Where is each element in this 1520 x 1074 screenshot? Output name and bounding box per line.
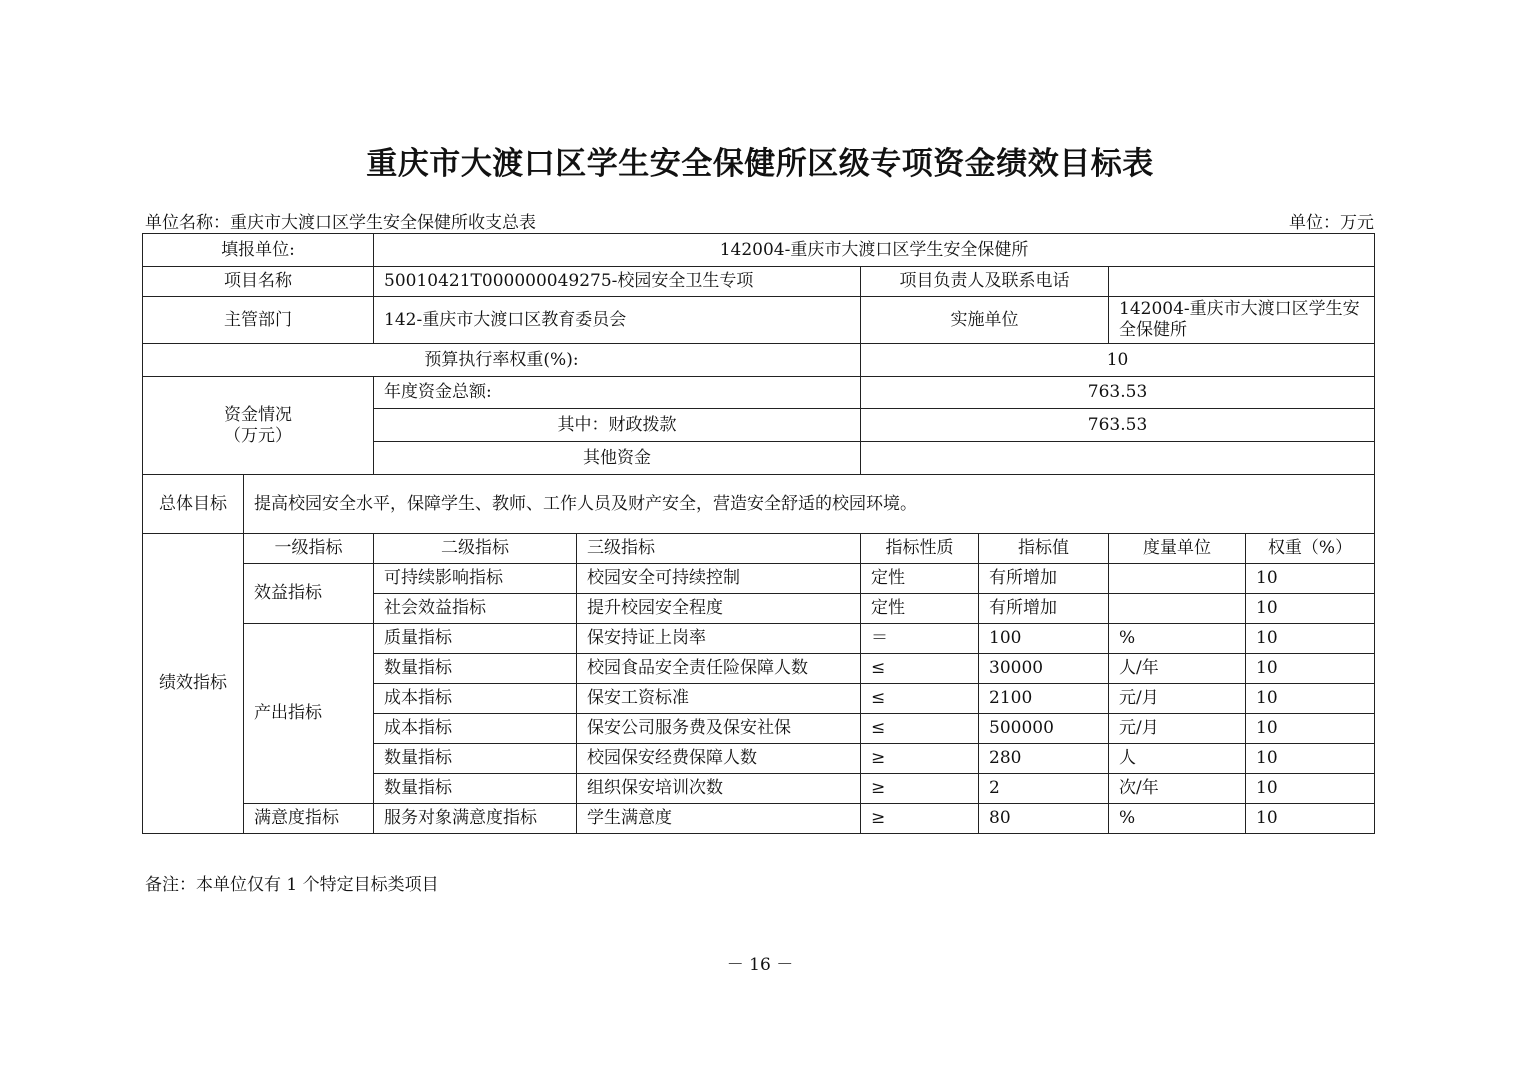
fiscal-value: 763.53 [861,409,1375,442]
cell-level3: 校园保安经费保障人数 [577,744,861,774]
cell-nature: ≤ [861,714,979,744]
cell-value: 280 [979,744,1109,774]
group-satisfaction: 满意度指标 [244,804,374,834]
cell-weight: 10 [1246,624,1375,654]
cell-unit [1109,564,1246,594]
cell-unit: 次/年 [1109,774,1246,804]
fill-unit-label: 填报单位: [143,234,374,267]
page-title: 重庆市大渡口区学生安全保健所区级专项资金绩效目标表 [366,146,1154,182]
cell-weight: 10 [1246,594,1375,624]
page-number: － 16 － [726,955,794,975]
cell-level2: 数量指标 [374,744,577,774]
table-row [143,804,1375,834]
cell-value: 有所增加 [979,564,1109,594]
cell-weight: 10 [1246,744,1375,774]
dept-label: 主管部门 [143,297,374,344]
contact-value [1109,267,1375,297]
cell-level3: 保安工资标准 [577,684,861,714]
cell-level2: 可持续影响指标 [374,564,577,594]
header-nature: 指标性质 [861,534,979,564]
annual-total-value: 763.53 [861,377,1375,409]
footnote: 备注：本单位仅有 1 个特定目标类项目 [145,875,439,895]
other-funds-value [861,442,1375,475]
budget-rate-value: 10 [861,344,1375,377]
overall-goal-value: 提高校园安全水平，保障学生、教师、工作人员及财产安全，营造安全舒适的校园环境。 [244,475,1375,534]
cell-level2: 质量指标 [374,624,577,654]
cell-value: 80 [979,804,1109,834]
budget-rate-label: 预算执行率权重(%): [143,344,861,377]
cell-level2: 成本指标 [374,714,577,744]
cell-unit: 元/月 [1109,714,1246,744]
cell-level2: 社会效益指标 [374,594,577,624]
contact-label: 项目负责人及联系电话 [861,267,1109,297]
cell-weight: 10 [1246,774,1375,804]
cell-level2: 数量指标 [374,774,577,804]
cell-level2: 服务对象满意度指标 [374,804,577,834]
group-benefit: 效益指标 [244,564,374,624]
cell-weight: 10 [1246,714,1375,744]
header-level1: 一级指标 [244,534,374,564]
table-row [143,624,1375,654]
funds-label-line1: 资金情况 [224,404,292,425]
unit-measure: 单位：万元 [1289,213,1374,233]
impl-label: 实施单位 [861,297,1109,344]
impl-value: 142004-重庆市大渡口区学生安全保健所 [1109,297,1375,344]
header-level3: 三级指标 [577,534,861,564]
dept-value: 142-重庆市大渡口区教育委员会 [374,297,861,344]
cell-weight: 10 [1246,654,1375,684]
header-value: 指标值 [979,534,1109,564]
performance-table [142,233,1375,834]
cell-value: 2 [979,774,1109,804]
cell-level2: 数量指标 [374,654,577,684]
cell-unit: % [1109,804,1246,834]
cell-unit: % [1109,624,1246,654]
cell-level3: 校园安全可持续控制 [577,564,861,594]
fiscal-label: 其中：财政拨款 [374,409,861,442]
project-name-label: 项目名称 [143,267,374,297]
cell-unit: 人 [1109,744,1246,774]
cell-level3: 保安持证上岗率 [577,624,861,654]
cell-nature: ≤ [861,654,979,684]
cell-unit [1109,594,1246,624]
overall-goal-label: 总体目标 [143,475,244,534]
cell-level3: 校园食品安全责任险保障人数 [577,654,861,684]
cell-nature: ≤ [861,684,979,714]
other-funds-label: 其他资金 [374,442,861,475]
header-level2: 二级指标 [374,534,577,564]
cell-unit: 人/年 [1109,654,1246,684]
perf-indicator-label: 绩效指标 [143,534,244,834]
cell-weight: 10 [1246,564,1375,594]
fill-unit-value: 142004-重庆市大渡口区学生安全保健所 [374,234,1375,267]
cell-nature: 定性 [861,594,979,624]
group-output: 产出指标 [244,624,374,804]
header-unit: 度量单位 [1109,534,1246,564]
funds-label-line2: （万元） [224,425,292,446]
cell-value: 有所增加 [979,594,1109,624]
cell-nature: ≥ [861,804,979,834]
annual-total-label: 年度资金总额: [374,377,861,409]
cell-value: 30000 [979,654,1109,684]
header-weight: 权重（%） [1246,534,1375,564]
cell-level3: 学生满意度 [577,804,861,834]
unit-name: 单位名称：重庆市大渡口区学生安全保健所收支总表 [145,213,536,233]
cell-nature: ≥ [861,774,979,804]
cell-nature: ≥ [861,744,979,774]
cell-level3: 保安公司服务费及保安社保 [577,714,861,744]
cell-weight: 10 [1246,804,1375,834]
funds-label [143,377,374,475]
cell-level2: 成本指标 [374,684,577,714]
cell-nature: 定性 [861,564,979,594]
cell-value: 2100 [979,684,1109,714]
cell-unit: 元/月 [1109,684,1246,714]
project-name-value: 50010421T000000049275-校园安全卫生专项 [374,267,861,297]
table-row [143,564,1375,594]
cell-weight: 10 [1246,684,1375,714]
cell-value: 100 [979,624,1109,654]
cell-level3: 组织保安培训次数 [577,774,861,804]
cell-level3: 提升校园安全程度 [577,594,861,624]
cell-nature: ＝ [861,624,979,654]
cell-value: 500000 [979,714,1109,744]
